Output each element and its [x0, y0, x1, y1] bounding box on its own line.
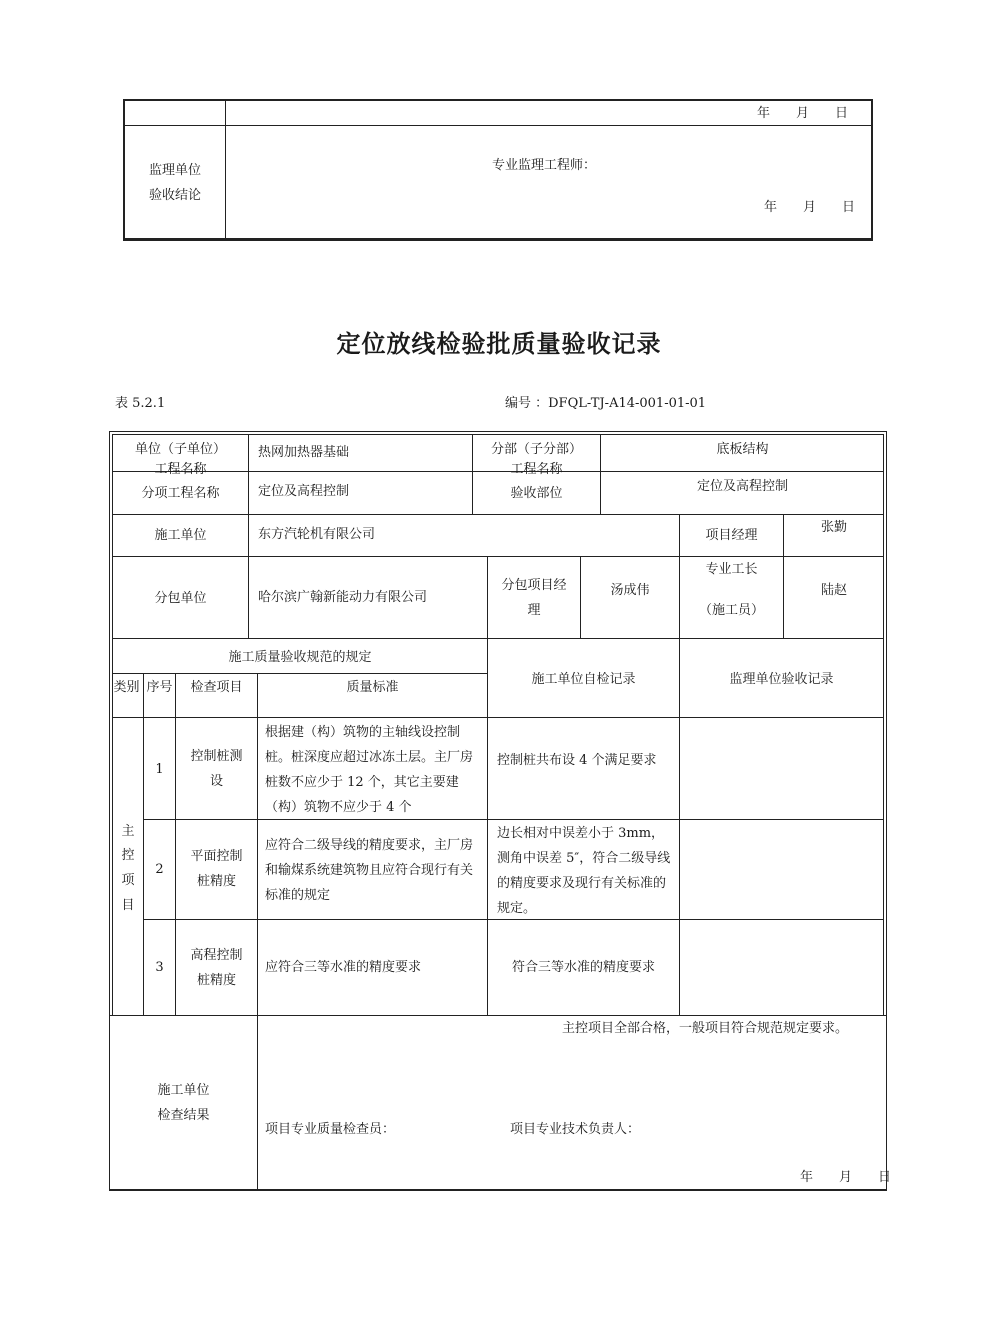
contractor-label: 施工单位	[154, 528, 207, 543]
acceptance-part-value: 定位及高程控制	[696, 479, 788, 494]
table-number: 表 5.2.1	[115, 396, 166, 411]
division-name-label: 分部（子分部） 工程名称	[490, 442, 582, 477]
sub-item-label: 分项工程名称	[141, 486, 220, 501]
unit-name-label: 单位（子单位） 工程名称	[134, 442, 226, 477]
result-date: 年 月 日	[800, 1170, 892, 1185]
row-standard: 根据建（构）筑物的主轴线设控制桩。桩深度应超过冰冻土层。主厂房桩数不应少于 12 个，其它主要建（构）筑物不应少于 4 个	[265, 725, 474, 815]
row-item-line-2: 桩精度	[196, 874, 236, 889]
row-item-line-1: 控制桩测	[190, 749, 243, 764]
result-conclusion: 主控项目全部合格，一般项目符合规范规定要求。	[562, 1021, 849, 1036]
row-standard: 应符合二级导线的精度要求，主厂房和输煤系统建筑物且应符合现行有关标准的规定	[265, 838, 474, 903]
spec-header: 施工质量验收规范的规定	[228, 650, 372, 665]
project-manager-label: 项目经理	[705, 528, 758, 543]
row-seq: 3	[155, 960, 164, 975]
foreman-value: 陆赵	[820, 583, 847, 598]
date-row: 年 月 日	[757, 106, 849, 121]
contractor-value: 东方汽轮机有限公司	[258, 527, 376, 542]
subcontractor-value: 哈尔滨广翰新能动力有限公司	[258, 590, 428, 605]
foreman-label-1: 专业工长	[705, 562, 758, 577]
supervision-record-header: 监理单位验收记录	[729, 672, 834, 687]
quality-inspector-label: 项目专业质量检查员：	[265, 1122, 396, 1137]
category-header: 类别	[113, 680, 140, 695]
row-seq: 1	[155, 762, 164, 777]
page-title: 定位放线检验批质量验收记录	[336, 330, 662, 358]
seq-header: 序号	[146, 680, 173, 695]
result-label-1: 施工单位	[157, 1083, 210, 1098]
division-name-value: 底板结构	[716, 442, 769, 457]
acceptance-conclusion-label: 验收结论	[148, 188, 201, 203]
row-self-check: 符合三等水准的精度要求	[511, 960, 655, 975]
sub-item-value: 定位及高程控制	[258, 484, 350, 499]
subcontractor-label: 分包单位	[154, 591, 207, 606]
row-seq: 2	[155, 862, 164, 877]
acceptance-part-label: 验收部位	[510, 486, 563, 501]
row-item-line-1: 高程控制	[190, 948, 243, 963]
result-label-2: 检查结果	[157, 1108, 210, 1123]
subcontract-pm-label-2: 理	[527, 603, 541, 618]
row-self-check: 控制桩共布设 4 个满足要求	[497, 753, 657, 768]
self-check-header: 施工单位自检记录	[531, 672, 636, 687]
technical-lead-label: 项目专业技术负责人：	[510, 1122, 641, 1137]
supervision-unit-label: 监理单位	[148, 163, 201, 178]
quality-standard-header: 质量标准	[346, 680, 399, 695]
subcontract-pm-label-1: 分包项目经	[501, 578, 567, 593]
project-manager-value: 张勤	[820, 520, 847, 535]
check-item-header: 检查项目	[190, 680, 243, 695]
row-item-line-2: 设	[209, 774, 223, 789]
foreman-label-2: （施工员）	[698, 603, 764, 618]
subcontract-pm-value: 汤成伟	[610, 583, 650, 598]
row-self-check: 边长相对中误差小于 3mm，测角中误差 5″，符合二级导线的精度要求及现行有关标准的规定。	[497, 826, 671, 916]
row-item-line-2: 桩精度	[196, 973, 236, 988]
row-item-line-1: 平面控制	[190, 849, 243, 864]
unit-name-value: 热网加热器基础	[258, 445, 350, 460]
supervising-engineer-label: 专业监理工程师：	[492, 158, 597, 173]
row-standard: 应符合三等水准的精度要求	[265, 960, 422, 975]
document-code: 编号 ：DFQL-TJ-A14-001-01-01	[505, 396, 707, 411]
supervision-date: 年 月 日	[764, 200, 856, 215]
